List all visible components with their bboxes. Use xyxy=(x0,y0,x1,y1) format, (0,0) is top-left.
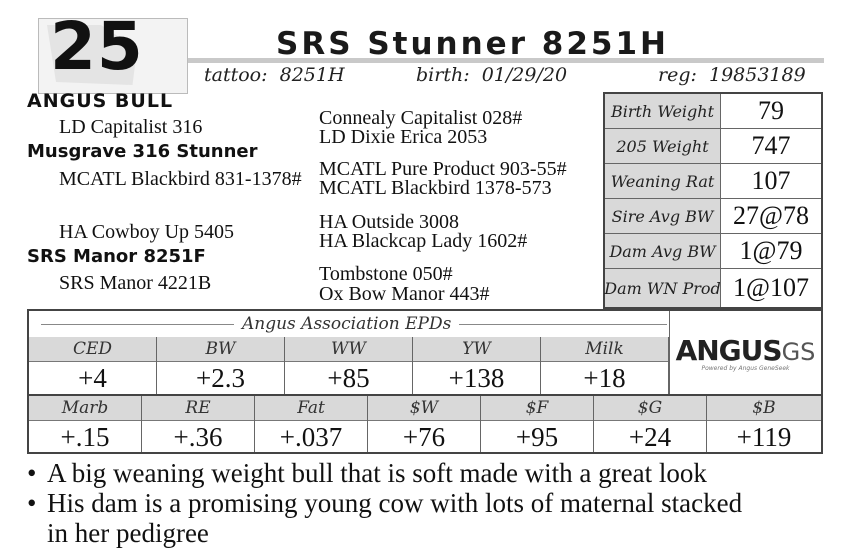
epd-label: WW xyxy=(285,337,412,361)
reg-field xyxy=(658,64,806,86)
epd-value: +2.3 xyxy=(157,361,284,394)
epd-cell-w-index xyxy=(368,396,481,452)
epd-value: +4 xyxy=(29,361,156,394)
perf-label: Dam WN Prod xyxy=(605,269,721,307)
epd-label: CED xyxy=(29,337,156,361)
perf-value: 79 xyxy=(758,96,784,125)
epd-cell-bw xyxy=(157,337,285,394)
pedigree-dam-sire-dam: HA Blackcap Lady 1602# xyxy=(319,230,528,252)
perf-value: 1@107 xyxy=(733,273,809,302)
epd-row-growth xyxy=(29,337,669,394)
comments xyxy=(27,458,827,548)
perf-value: 107 xyxy=(751,166,791,195)
pedigree-dam-sire: HA Cowboy Up 5405 xyxy=(59,221,235,243)
breed-type: ANGUS BULL xyxy=(27,90,174,112)
comment-item xyxy=(27,488,827,548)
pedigree-dam-dam: SRS Manor 4221B xyxy=(59,272,212,294)
epd-cell-marb xyxy=(29,396,142,452)
epd-value: +95 xyxy=(481,420,593,453)
perf-row-birth-weight xyxy=(605,94,821,129)
perf-value: 1@79 xyxy=(739,236,803,265)
epd-value: +.15 xyxy=(29,420,141,453)
epd-cell-yw xyxy=(413,337,541,394)
tattoo-field xyxy=(204,64,345,86)
epd-title: Angus Association EPDs xyxy=(234,314,459,334)
pedigree-sire: Musgrave 316 Stunner xyxy=(27,141,258,162)
epd-label: $W xyxy=(368,396,480,420)
animal-name: SRS Stunner 8251H xyxy=(276,26,669,62)
epd-label: YW xyxy=(413,337,540,361)
epd-cell-f-index xyxy=(481,396,594,452)
perf-row-weaning-ratio xyxy=(605,164,821,199)
reg-label: reg: xyxy=(658,64,697,86)
birth-label: birth: xyxy=(416,64,470,86)
epd-cell-ced xyxy=(29,337,157,394)
perf-row-sire-avg-bw xyxy=(605,199,821,234)
epd-label: Marb xyxy=(29,396,141,420)
epd-label: Fat xyxy=(255,396,367,420)
pedigree-dam-sire-sire: HA Outside 3008 xyxy=(319,211,459,233)
comment-text: His dam is a promising young cow with lots of maternal stacked in her pedigree xyxy=(47,488,743,548)
comment-text: A big weaning weight bull that is soft made with a great look xyxy=(47,458,707,488)
epd-value: +85 xyxy=(285,361,412,394)
epd-label: $F xyxy=(481,396,593,420)
birth-field xyxy=(416,64,567,86)
pedigree-sire-dam: MCATL Blackbird 831-1378# xyxy=(59,168,302,190)
epd-value: +18 xyxy=(541,361,668,394)
epd-value: +.037 xyxy=(255,420,367,453)
epd-label: RE xyxy=(142,396,254,420)
lot-number: 25 xyxy=(50,8,144,85)
angus-gs-logo xyxy=(669,311,821,394)
epd-row-carcass xyxy=(29,394,821,452)
perf-label: Dam Avg BW xyxy=(605,234,721,268)
perf-row-dam-avg-bw xyxy=(605,234,821,269)
pedigree-sire-sire-sire: Connealy Capitalist 028# xyxy=(319,107,523,129)
bullet-icon: • xyxy=(27,488,37,518)
perf-label: Birth Weight xyxy=(605,94,721,128)
bullet-icon: • xyxy=(27,458,37,488)
tattoo-value: 8251H xyxy=(279,64,345,86)
pedigree-dam-dam-sire: Tombstone 050# xyxy=(319,263,453,285)
epd-cell-re xyxy=(142,396,255,452)
epd-title-bar xyxy=(29,311,669,337)
epd-cell-g-index xyxy=(594,396,707,452)
perf-label: Sire Avg BW xyxy=(605,199,721,233)
perf-value: 747 xyxy=(751,131,791,160)
pedigree-sire-dam-dam: MCATL Blackbird 1378-573 xyxy=(319,177,552,199)
epd-label: BW xyxy=(157,337,284,361)
epd-value: +.36 xyxy=(142,420,254,453)
pedigree-sire-sire: LD Capitalist 316 xyxy=(59,116,203,138)
perf-row-dam-wn-prod xyxy=(605,269,821,307)
epd-cell-milk xyxy=(541,337,669,394)
perf-row-205-weight xyxy=(605,129,821,164)
performance-table xyxy=(603,92,823,309)
pedigree-dam: SRS Manor 8251F xyxy=(27,246,206,267)
tattoo-label: tattoo: xyxy=(204,64,268,86)
epd-label: $B xyxy=(707,396,821,420)
epd-value: +138 xyxy=(413,361,540,394)
reg-value: 19853189 xyxy=(708,64,806,86)
epd-value: +24 xyxy=(594,420,706,453)
pedigree-sire-dam-sire: MCATL Pure Product 903-55# xyxy=(319,158,567,180)
pedigree-dam-dam-dam: Ox Bow Manor 443# xyxy=(319,283,490,305)
perf-label: 205 Weight xyxy=(605,129,721,163)
epd-cell-b-index xyxy=(707,396,821,452)
logo-tagline: Powered by Angus GeneSeek xyxy=(701,364,790,372)
perf-label: Weaning Rat xyxy=(605,164,721,198)
epd-value: +119 xyxy=(707,420,821,453)
epd-label: Milk xyxy=(541,337,668,361)
pedigree-sire-sire-dam: LD Dixie Erica 2053 xyxy=(319,126,488,148)
epd-cell-ww xyxy=(285,337,413,394)
epd-box xyxy=(27,309,823,454)
epd-label: $G xyxy=(594,396,706,420)
epd-value: +76 xyxy=(368,420,480,453)
comment-item xyxy=(27,458,827,488)
epd-cell-fat xyxy=(255,396,368,452)
perf-value: 27@78 xyxy=(733,201,809,230)
logo-suffix: GS xyxy=(781,337,816,366)
birth-value: 01/29/20 xyxy=(481,64,568,86)
logo-word: ANGUS xyxy=(675,333,782,367)
